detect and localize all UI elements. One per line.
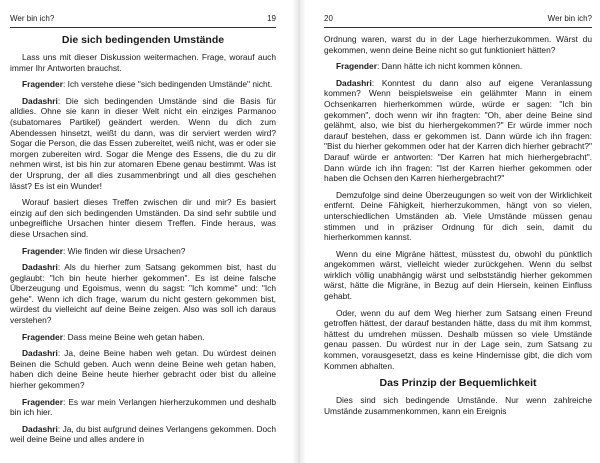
body-paragraph (324, 395, 592, 416)
dialogue-paragraph (10, 79, 276, 90)
paragraph-text: : Dann hätte ich nicht kommen können. (376, 61, 523, 72)
speaker-name: Dadashri (22, 348, 58, 359)
right-page (306, 0, 600, 463)
body-paragraph (324, 308, 592, 372)
running-title: Wer bin ich? (10, 14, 55, 23)
speaker-name: Fragender (22, 79, 63, 90)
body-paragraph (324, 34, 592, 55)
speaker-name: Dadashri (22, 262, 58, 273)
paragraph-text: Demzufolge sind deine Überzeugungen so weit von der Wirklichkeit entfernt. Deine Fähigkeit, hierherzukommen, hängt von so vielen, unterschiedlichen Umständen ab. Viele Umstände müssen genau stimmen und in präziser Ordnung für dich sein, damit du hierherkommen kannst. (324, 189, 592, 243)
paragraph-text: Wenn du eine Migräne hättest, müsstest du, obwohl du pünktlich angekommen wärst, vielleicht wieder zurückgehen. Wenn du selbst wirklich völlig unabhängig wärst und selbstständig hierher gekommen wärst, hätte die Migräne, in Bezug auf dein Hiersein, keinen Einfluss gehabt. (324, 248, 592, 302)
paragraph-text: Lass uns mit dieser Diskussion weitermachen. Frage, worauf auch immer Ihr Antworten brauchst. (10, 52, 276, 73)
paragraph-text: : Dass meine Beine weh getan haben. (62, 331, 205, 342)
speaker-name: Fragender (22, 245, 63, 256)
paragraph-text: : Wie finden wir diese Ursachen? (62, 245, 186, 256)
header-rule (10, 27, 276, 28)
body-paragraph (324, 249, 592, 302)
header-rule (324, 27, 592, 28)
speaker-name: Dadashri (22, 423, 58, 434)
body-paragraph (10, 197, 276, 239)
dialogue-paragraph (324, 78, 592, 184)
paragraph-text: : Es war mein Verlangen hierherzukommen und deshalb bin ich hier. (10, 396, 276, 418)
dialogue-paragraph (10, 397, 276, 418)
paragraph-text: : Als du hierher zum Satsang gekommen bist, hast du geglaubt: "Ich bin heute hierher gekommen". Es ist deine falsche Überzeugung und Egoismus, wenn du sagst: "Ich komme" und: "Ich gehe". Wenn ich dich frage, warum du nicht gestern gekommen bist, würdest du vielleicht auf deine Beine zeigen. Also was soll ich daraus verstehen? (10, 262, 276, 326)
right-page-header (324, 14, 592, 26)
paragraph-text: Dies sind sich bedingende Umstände. Nur wenn zahlreiche Umstände zusammenkommen, kann ein Ereignis (324, 395, 592, 416)
book-gutter (292, 0, 306, 463)
dialogue-paragraph (324, 61, 592, 72)
left-page (0, 0, 292, 463)
paragraph-text: Ordnung waren, warst du in der Lage hierherzukommen. Wärst du gekommen, wenn deine Beine nicht so gut funktioniert hätten? (324, 34, 592, 55)
body-paragraph (324, 190, 592, 243)
section-heading: Das Prinzip der Bequemlichkeit (379, 377, 537, 390)
speaker-name: Dadashri (336, 77, 372, 88)
dialogue-paragraph (10, 332, 276, 343)
left-page-body (10, 52, 276, 445)
speaker-name: Dadashri (22, 95, 58, 106)
right-page-body (324, 34, 592, 371)
speaker-name: Fragender (22, 396, 63, 407)
dialogue-paragraph (10, 262, 276, 326)
running-title: Wer bin ich? (547, 14, 592, 23)
paragraph-text: Worauf basiert dieses Treffen zwischen dir und mir? Es basiert einzig auf den sich bedingenden Umständen. Da sind sehr subtile und unbegreifliche Ursachen hinter diesem Treffen. Finde heraus, was diese Ursachen sind. (10, 197, 276, 239)
paragraph-text: : Konntest du dann also auf eigene Veranlassung kommen? Wenn beispielsweise ein gelähmter Mann in einem Ochsenkarren hierherkommen würde, würde er sagen: "Ich bin gekommen", doch wenn wir ihn fragten: "Oh, aber deine Beine sind gelähmt, also, wie bist du hierhergekommen?" Er würde immer noch darauf bestehen, dass er gekommen ist. Dann würde ich ihn fragen: "Bist du hierher gekommen oder hat der Karren dich hierher gebracht?" Darauf würde er antworten: "Der Karren hat mich hierhergebracht". Dann würde ich ihn fragen: "Ist der Karren hierher gekommen oder haben die Ochsen den Karren hierhergebracht?" (324, 77, 592, 184)
paragraph-text: Oder, wenn du auf dem Weg hierher zum Satsang einen Freund getroffen hättest, der darauf bestanden hätte, dass du mit ihm kommst, hättest du umdrehen müssen. Deshalb müssen so viele Umstände genau passen. Du würdest nur in der Lage sein, zum Satsang zu kommen, vorausgesetzt, dass es keine Hindernisse gibt, die dich vom Kommen abhalten. (324, 307, 592, 371)
paragraph-text: : Die sich bedingenden Umstände sind die Basis für alldies. Ohne sie kann in dieser Welt nicht ein einziges Parmanoo (subatomares Partikel) geändert werden. Wenn du dich zum Abendessen hinsetzt, weißt du dann, was dir serviert werden wird? Sogar die Person, die das Essen zubereitet, weiß nicht, was er oder sie morgen zubereiten wird. Sogar die Menge des Essens, die du zu dir nehmen wirst, ist bis hin zur atomaren Ebene genau bestimmt. Was ist der Ursprung, der all dies zusammenbringt und all dies geschehen lässt? Es ist ein Wunder! (10, 95, 276, 191)
dialogue-paragraph (10, 424, 276, 445)
dialogue-paragraph (10, 246, 276, 257)
left-page-header (10, 14, 276, 26)
speaker-name: Fragender (336, 61, 377, 72)
speaker-name: Fragender (22, 331, 63, 342)
page-number: 19 (267, 14, 276, 23)
body-paragraph (10, 52, 276, 73)
paragraph-text: : Ja, du bist aufgrund deines Verlangens gekommen. Doch weil deine Beine und alles andere in (10, 423, 276, 445)
dialogue-paragraph (10, 348, 276, 390)
section-heading: Die sich bedingenden Umstände (61, 34, 225, 46)
paragraph-text: : Ich verstehe diese "sich bedingenden Umstände" nicht. (62, 79, 273, 90)
page-number: 20 (324, 14, 333, 23)
dialogue-paragraph (10, 96, 276, 191)
right-page-body-continued (324, 395, 592, 416)
paragraph-text: : Ja, deine Beine haben weh getan. Du würdest deinen Beinen die Schuld geben. Auch wenn deine Beine weh getan haben, haben dich deine Beine heute hierher gebracht oder bist du alleine hierher gekommen? (10, 348, 276, 391)
